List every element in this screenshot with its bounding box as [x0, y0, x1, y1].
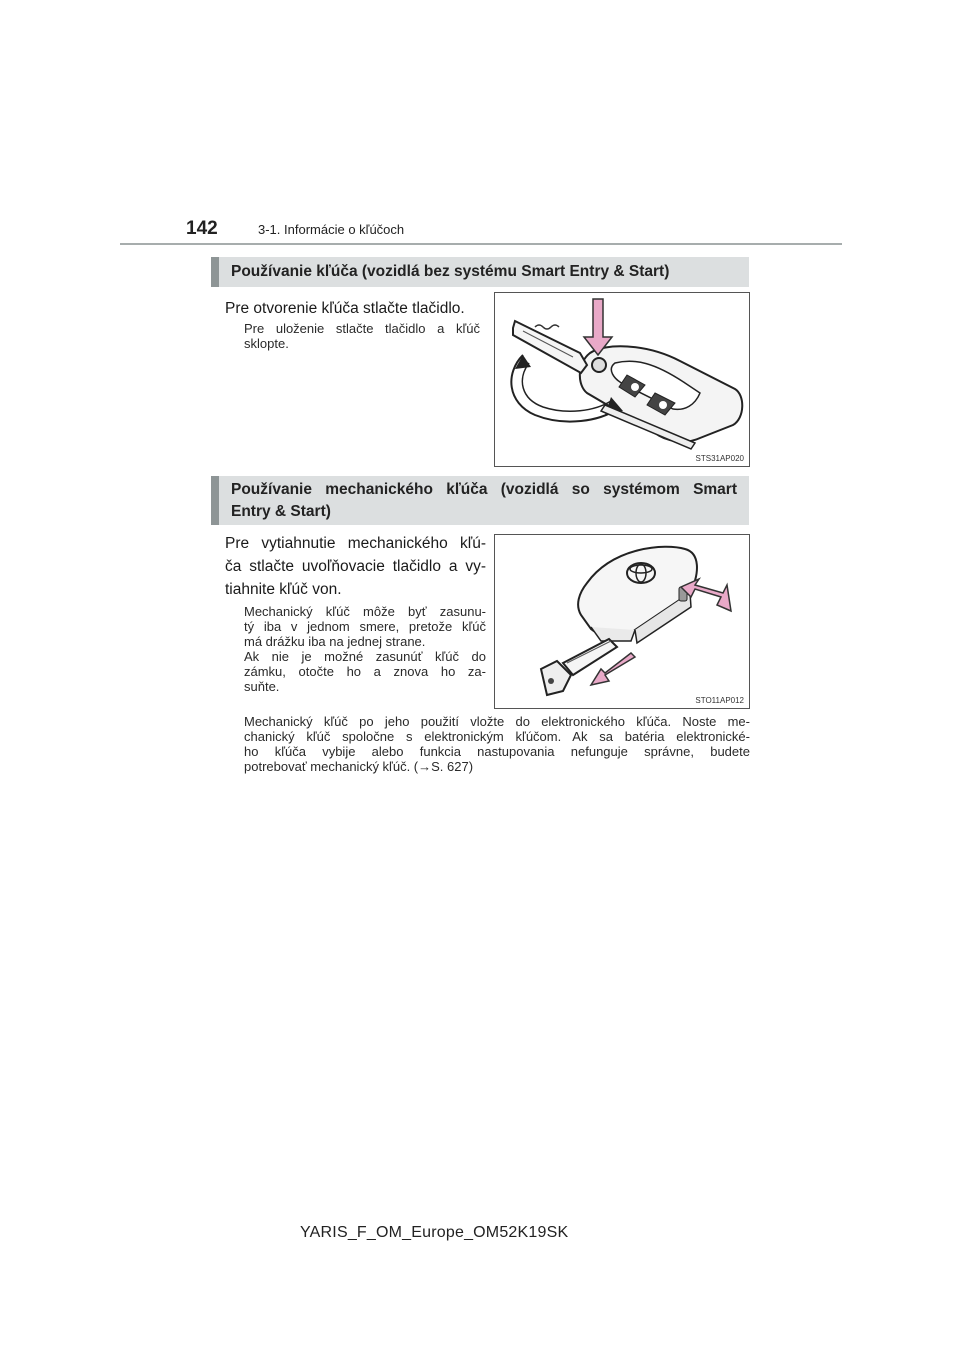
section-heading-text: Používanie kľúča (vozidlá bez systému Smart Entry & Start) — [231, 263, 670, 280]
section-heading-text: Entry & Start) — [231, 503, 331, 520]
note-key-groove — [244, 604, 486, 694]
note-line: má drážku iba na jednej strane. — [244, 634, 426, 649]
chapter-title: 3-1. Informácie o kľúčoch — [258, 222, 405, 237]
page-reference-link[interactable]: potrebovať mechanický kľúč. (→S. 627) — [244, 759, 474, 774]
document-id: YARIS_F_OM_Europe_OM52K19SK — [300, 1224, 569, 1241]
section-heading-mechanical-key — [211, 476, 749, 525]
instruction-open-key: Pre otvorenie kľúča stlačte tlačidlo. — [225, 300, 465, 317]
instruction-line: ča stlačte uvoľňovacie tlačidlo a vy- — [225, 558, 486, 575]
note-line: suňte. — [244, 679, 280, 694]
note-line: tý iba v jednom smere, pretože kľúč — [244, 619, 486, 634]
instruction-line: Pre vytiahnutie mechanického kľú- — [225, 535, 486, 552]
flip-key-illustration — [495, 293, 750, 467]
note-carry-key — [244, 714, 750, 774]
page-number: 142 — [186, 218, 218, 239]
note-line: zámku, otočte ho a znova ho za- — [244, 664, 486, 679]
note-line: Mechanický kľúč môže byť zasunu- — [244, 604, 486, 619]
note-line: chanický kľúč spoločne s elektronickým kľúčom. Ak sa batéria elektronické- — [244, 729, 750, 744]
instruction-remove-key — [225, 532, 486, 601]
section-heading-text: Používanie mechanického kľúča (vozidlá so systémom Smart — [231, 481, 737, 498]
note-line: Mechanický kľúč po jeho použití vložte do elektronického kľúča. Noste me- — [244, 714, 750, 729]
figure-mechanical-key — [494, 534, 750, 709]
section-heading-flip-key — [211, 257, 749, 287]
header-divider — [120, 243, 842, 245]
figure-code: STS31AP020 — [695, 454, 744, 463]
figure-code: STO11AP012 — [695, 696, 744, 705]
note-fold-key-line: sklopte. — [244, 336, 289, 351]
note-line: Ak nie je možné zasunúť kľúč do — [244, 649, 486, 664]
note-line: ho kľúča vybije alebo funkcia nastupovania nefunguje správne, budete — [244, 744, 750, 759]
note-fold-key-line: Pre uloženie stlačte tlačidlo a kľúč — [244, 321, 480, 336]
figure-flip-key — [494, 292, 750, 467]
instruction-line: tiahnite kľúč von. — [225, 581, 342, 598]
smart-key-illustration — [495, 535, 750, 709]
